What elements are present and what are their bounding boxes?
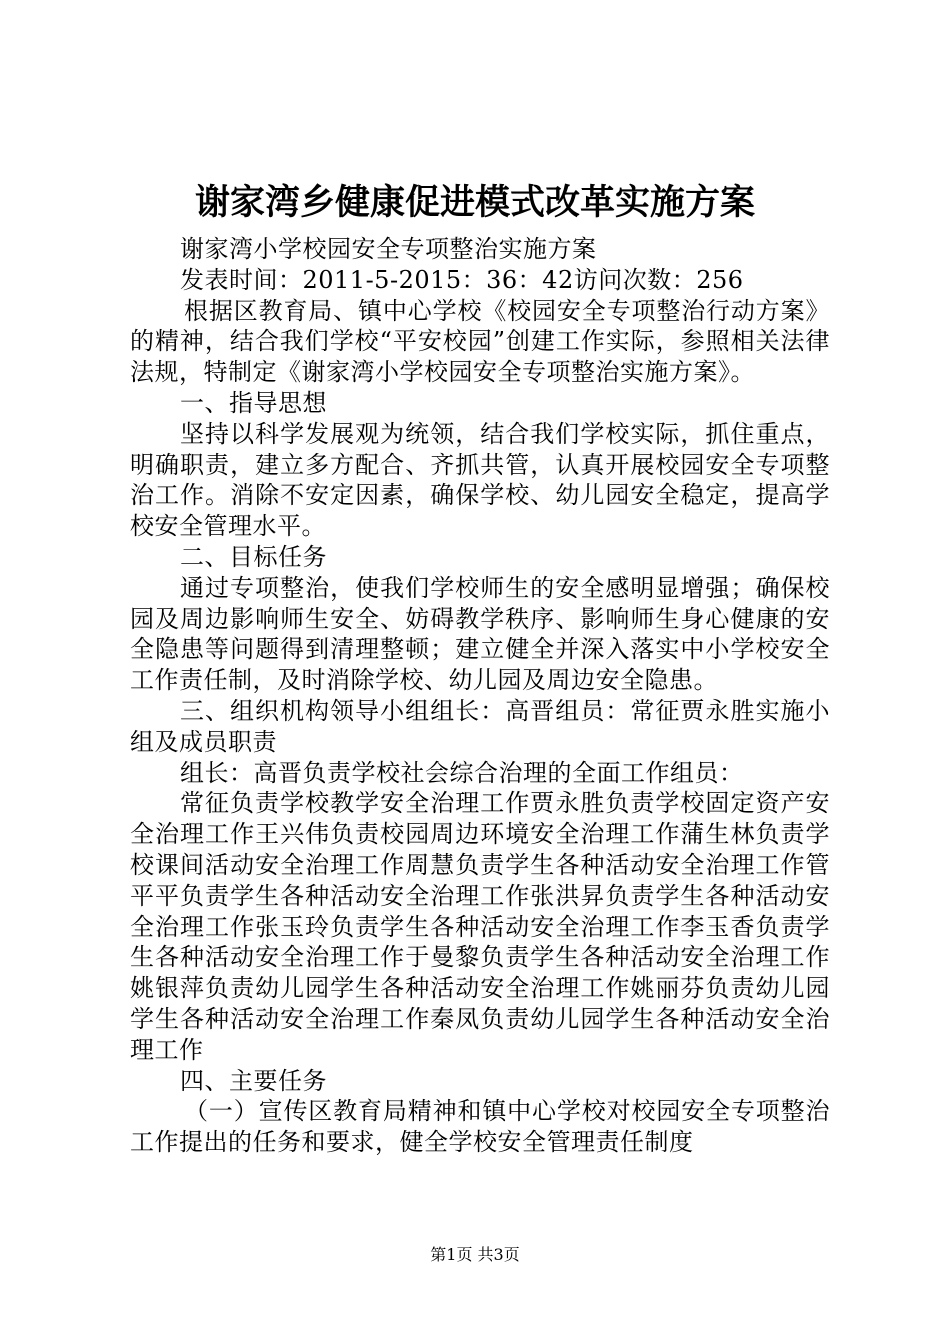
subtitle: 谢家湾小学校园安全专项整治实施方案 — [180, 235, 597, 263]
page-footer: 第1页 共3页 — [430, 1245, 520, 1264]
document-title: 谢家湾乡健康促进模式改革实施方案 — [194, 182, 755, 223]
paragraph: 坚持以科学发展观为统领，结合我们学校实际，抓住重点，明确职责，建立多方配合、齐抓共管，认真开展校园安全专项整治工作。消除不安定因素，确保学校、幼儿园安全稳定，提高学校安全管理水平。 — [130, 419, 830, 541]
section-heading: 二、目标任务 — [180, 542, 327, 571]
document-body — [130, 234, 830, 1158]
section-heading: 一、指导思想 — [180, 388, 327, 417]
paragraph: 根据区教育局、镇中心学校《校园安全专项整治行动方案》的精神，结合我们学校“平安校园”创建工作实际，参照相关法律法规，特制定《谢家湾小学校园安全专项整治实施方案》。 — [130, 296, 830, 387]
paragraph: 常征负责学校教学安全治理工作贾永胜负责学校固定资产安全治理工作王兴伟负责校园周边环境安全治理工作蒲生林负责学校课间活动安全治理工作周慧负责学生各种活动安全治理工作管平平负责学生各种活动安全治理工作张洪昇负责学生各种活动安全治理工作张玉玲负责学生各种活动安全治理工作李玉香负责学生各种活动安全治理工作于曼黎负责学生各种活动安全治理工作姚银萍负责幼儿园学生各种活动安全治理工作姚丽芬负责幼儿园学生各种活动安全治理工作秦凤负责幼儿园学生各种活动安全治理工作 — [130, 789, 830, 1064]
meta-line: 发表时间：2011-5-2015：36：42访问次数：256 — [180, 265, 744, 294]
paragraph: （一）宣传区教育局精神和镇中心学校对校园安全专项整治工作提出的任务和要求，健全学校安全管理责任制度 — [130, 1097, 830, 1157]
section-heading: 四、主要任务 — [180, 1066, 327, 1095]
section-heading: 三、组织机构领导小组组长：高晋组员：常征贾永胜实施小组及成员职责 — [130, 696, 830, 756]
paragraph: 组长：高晋负责学校社会综合治理的全面工作组员： — [180, 758, 744, 787]
paragraph: 通过专项整治，使我们学校师生的安全感明显增强；确保校园及周边影响师生安全、妨碍教学秩序、影响师生身心健康的安全隐患等问题得到清理整顿；建立健全并深入落实中小学校安全工作责任制，及时消除学校、幼儿园及周边安全隐患。 — [130, 573, 830, 695]
